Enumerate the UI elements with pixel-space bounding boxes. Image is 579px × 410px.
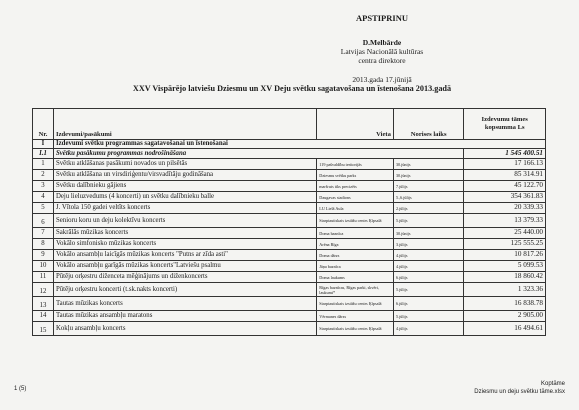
row-venue: Starptautiskais izstāžu centrs Ķīpsalā <box>317 322 394 336</box>
approver-name: D.Melbārde <box>362 38 402 47</box>
row-time: 30.jūnijs <box>393 159 463 170</box>
table-body <box>33 159 546 336</box>
row-nr: 15 <box>33 322 54 336</box>
table-row <box>33 214 546 228</box>
row-sum: 18 860.42 <box>464 272 546 283</box>
row-sum: 85 314.91 <box>464 170 546 181</box>
row-event: Deju lieluzvedums (4 koncerti) un svētku dalībnieku balle <box>54 192 317 203</box>
row-venue: Jāņa baznīca <box>317 261 394 272</box>
row-venue: Vērmanes dārzs <box>317 311 394 322</box>
approval-heading: APSTIPRINU <box>356 13 408 23</box>
table-row <box>33 159 546 170</box>
row-sum: 2 905.00 <box>464 311 546 322</box>
row-event: Pūtēju orķestru diženceta mēģinājums un diženkoncerts <box>54 272 317 283</box>
row-sum: 1 323.36 <box>464 283 546 297</box>
row-nr: 12 <box>33 283 54 297</box>
row-nr: 11 <box>33 272 54 283</box>
table-row <box>33 311 546 322</box>
table-row <box>33 203 546 214</box>
row-event: Vokālo simfonisko mūzikas koncerts <box>54 239 317 250</box>
row-event: J. Vītola 150 gadei veltīts koncerts <box>54 203 317 214</box>
row-time: 6.jūlijs <box>393 272 463 283</box>
approval-block <box>302 14 462 84</box>
table-row <box>33 250 546 261</box>
row-time: 7.jūlijs <box>393 181 463 192</box>
row-sum: 16 838.78 <box>464 297 546 311</box>
table-row <box>33 283 546 297</box>
row-venue: Daugavas stadions <box>317 192 394 203</box>
row-sum: 125 555.25 <box>464 239 546 250</box>
row-nr: 3 <box>33 181 54 192</box>
row-venue: Doma dārzs <box>317 250 394 261</box>
row-nr: 10 <box>33 261 54 272</box>
row-nr: 9 <box>33 250 54 261</box>
row-nr: 8 <box>33 239 54 250</box>
section-nr: I <box>33 140 54 149</box>
subsection-sum: 1 545 400.51 <box>464 149 546 159</box>
row-time: 4.jūlijs <box>393 322 463 336</box>
row-event: Tautas mūzikas ansambļu maratons <box>54 311 317 322</box>
row-sum: 10 817.26 <box>464 250 546 261</box>
subsection-label: Svētku pasākumu programmas nodrošināšana <box>54 149 464 159</box>
section-label: Izdevumi svētku programmas sagatavošanai un īstenošanai <box>54 140 546 149</box>
row-sum: 25 440.00 <box>464 228 546 239</box>
row-event: Vokālo ansambļu garīgās mūzikas koncerts"Latviešu psalmu <box>54 261 317 272</box>
subsection-row <box>33 149 546 159</box>
row-time: 6.jūlijs <box>393 297 463 311</box>
table-row <box>33 181 546 192</box>
row-time: 5.jūlijs <box>393 214 463 228</box>
row-nr: 1 <box>33 159 54 170</box>
table-row <box>33 170 546 181</box>
row-event: Svētku dalībnieku gājiens <box>54 181 317 192</box>
row-nr: 7 <box>33 228 54 239</box>
row-event: Vokālo ansambļu laicīgās mūzikas koncerts "Putns ar zīda asti" <box>54 250 317 261</box>
row-venue: 119 pašvaldību teritorijās <box>317 159 394 170</box>
row-sum: 45 122.70 <box>464 181 546 192</box>
row-event: Sakrālās mūzikas koncerts <box>54 228 317 239</box>
row-time: 2.jūlijs <box>393 203 463 214</box>
row-sum: 20 339.33 <box>464 203 546 214</box>
row-sum: 354 361.83 <box>464 192 546 203</box>
row-event: Kokļu ansambļu koncerts <box>54 322 317 336</box>
row-event: Svētku atklāšana un virsdiriģentu/virsvadītāju godināšana <box>54 170 317 181</box>
header-time: Norises laiks <box>393 109 463 140</box>
row-time: 4.jūlijs <box>393 250 463 261</box>
approver-position-line2: centra direktore <box>358 56 406 65</box>
table-header-row <box>33 109 546 140</box>
row-nr: 13 <box>33 297 54 311</box>
row-venue: LU Lielā Aula <box>317 203 394 214</box>
row-event: Senioru koru un deju kolektīvu koncerts <box>54 214 317 228</box>
row-venue: Doma laukums <box>317 272 394 283</box>
row-sum: 13 379.33 <box>464 214 546 228</box>
table-row <box>33 261 546 272</box>
header-nr: Nr. <box>33 109 54 140</box>
row-event: Tautas mūzikas koncerts <box>54 297 317 311</box>
row-time: 30.jūnijs <box>393 228 463 239</box>
subsection-nr: I.1 <box>33 149 54 159</box>
row-event: Svētku atklāšanas pasākumi novados un pilsētās <box>54 159 317 170</box>
table-row <box>33 322 546 336</box>
header-sum: Izdevumu tāmes kopsumma Ls <box>464 109 546 140</box>
row-time: 5.,6.jūlijs <box>393 192 463 203</box>
budget-table <box>32 108 546 336</box>
row-venue: Dziesmu svētku parks <box>317 170 394 181</box>
document-title: XXV Vispārējo latviešu Dziesmu un XV Deju svētku sagatavošana un īstenošana 2013.gadā <box>132 84 452 93</box>
header-event: Izdevumi/pasākumi <box>54 109 317 140</box>
row-nr: 5 <box>33 203 54 214</box>
row-sum: 5 099.53 <box>464 261 546 272</box>
row-nr: 2 <box>33 170 54 181</box>
row-event: Pūtēju orķestru koncerti (t.sk.nakts koncerti) <box>54 283 317 297</box>
table-row <box>33 272 546 283</box>
file-footer <box>474 380 565 396</box>
footer-filename: Dziesmu un deju svētku tāme.xlsx <box>474 389 565 395</box>
table-row <box>33 239 546 250</box>
row-time: 5.jūlijs <box>393 283 463 297</box>
table-row <box>33 228 546 239</box>
row-venue: maršruts tiks precizēts <box>317 181 394 192</box>
row-venue: Starptautiskais izstāžu centrs Ķīpsalā <box>317 214 394 228</box>
row-time: 5.jūlijs <box>393 311 463 322</box>
row-time: 4.jūlijs <box>393 261 463 272</box>
row-sum: 17 166.13 <box>464 159 546 170</box>
page-number: 1 (5) <box>14 386 27 392</box>
approval-date: 2013.gada 17.jūnijā <box>352 75 412 84</box>
approver-position-line1: Latvijas Nacionālā kultūras <box>340 47 424 56</box>
row-venue: Rīgas baznīcas, Rīgas parki, skvēri, laukumi* <box>317 283 394 297</box>
header-venue: Vieta <box>317 109 394 140</box>
row-sum: 16 494.61 <box>464 322 546 336</box>
row-venue: Starptautiskais izstāžu centrs Ķīpsalā <box>317 297 394 311</box>
row-time: 30.jūnijs <box>393 170 463 181</box>
section-row <box>33 140 546 149</box>
footer-label: Koptāme <box>540 381 565 387</box>
row-venue: Arēna Rīga <box>317 239 394 250</box>
row-nr: 6 <box>33 214 54 228</box>
row-nr: 14 <box>33 311 54 322</box>
row-time: 3.jūlijs <box>393 239 463 250</box>
table-row <box>33 297 546 311</box>
row-venue: Doma baznīca <box>317 228 394 239</box>
row-nr: 4 <box>33 192 54 203</box>
table-row <box>33 192 546 203</box>
